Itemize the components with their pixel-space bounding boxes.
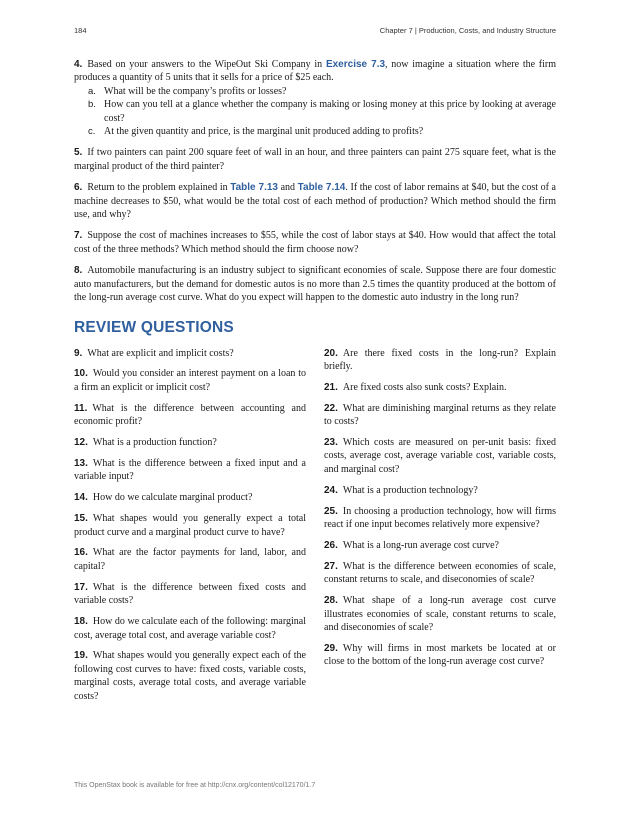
table-link[interactable]: Table 7.14 — [297, 182, 346, 194]
question-text: What is a production technology? — [342, 484, 478, 496]
question-number: 9. — [74, 347, 83, 359]
question-number: 11. — [74, 402, 88, 414]
review-question — [74, 436, 306, 449]
question-number: 29. — [324, 642, 338, 654]
problem-text: . If the cost of labor remains at $40, but the cost of a machine decreases to $50, what would be the total cost of each method of production? Which method should the firm use, and why? — [74, 182, 556, 221]
review-question — [324, 594, 556, 634]
question-number: 15. — [74, 513, 88, 525]
sub-question-letter: c. — [88, 126, 96, 138]
question-text: What is the difference between a fixed input and a variable input? — [74, 457, 306, 483]
problem-8 — [74, 264, 556, 304]
problem-text: If two painters can paint 200 square feet of wall in an hour, and three painters can paint 275 square feet, what is the marginal product of the third painter? — [74, 147, 556, 172]
review-question — [324, 484, 556, 497]
problem-5 — [74, 146, 556, 173]
problem-text: Return to the problem explained in — [87, 182, 231, 194]
question-number: 21. — [324, 381, 338, 393]
question-text: What are the factor payments for land, labor, and capital? — [74, 547, 306, 572]
sub-question-text: What will be the company’s profits or losses? — [104, 85, 287, 97]
sub-question-text: How can you tell at a glance whether the company is making or losing money at this price by looking at average cost? — [104, 99, 556, 124]
problem-number: 8. — [74, 265, 83, 277]
question-number: 27. — [324, 560, 338, 572]
problem-text: , now imagine a situation where the firm produces a quantity of 5 units that it sells for a price of $25 each. — [74, 59, 557, 84]
table-link[interactable]: Table 7.13 — [230, 182, 278, 194]
question-number: 14. — [74, 492, 88, 504]
question-text: In choosing a production technology, how will firms react if one input becomes relatively more expensive? — [324, 505, 556, 531]
footer-note: This OpenStax book is available for free at http://cnx.org/content/col12170/1.7 — [74, 782, 316, 789]
problem-number: 7. — [74, 230, 83, 242]
question-text: Why will firms in most markets be located at or close to the bottom of the long-run average cost curve? — [324, 642, 556, 668]
question-text: What is the difference between fixed costs and variable costs? — [74, 581, 306, 607]
question-number: 12. — [74, 437, 88, 449]
review-question — [324, 539, 556, 552]
review-question — [74, 615, 306, 642]
question-number: 23. — [324, 437, 338, 449]
question-number: 19. — [74, 650, 88, 662]
question-text: Which costs are measured on per-unit basis: fixed costs, average cost, average variable cost, variable costs, and marginal cost? — [324, 437, 556, 475]
review-question — [74, 347, 306, 360]
review-question — [324, 505, 556, 532]
problem-text: Based on your answers to the WipeOut Ski Company in — [87, 59, 326, 70]
sub-question-letter: a. — [88, 85, 96, 97]
question-text: What shapes would you generally expect each of the following cost curves to have: fixed costs, variable costs, marginal costs, average total costs, and average variable costs? — [74, 650, 306, 702]
review-question — [324, 402, 556, 429]
question-number: 24. — [324, 484, 338, 496]
right-column — [324, 347, 556, 711]
question-text: What shape of a long-run average cost curve illustrates economies of scale, constant returns to scale, and diseconomies of scale? — [324, 595, 556, 633]
review-question — [74, 402, 306, 429]
question-text: What shapes would you generally expect a total product curve and a marginal product curve to have? — [74, 513, 306, 538]
left-column — [74, 347, 306, 711]
problem-text: Suppose the cost of machines increases to $55, while the cost of labor stays at $40. How would that affect the total cost of the three methods? Which method should the firm choose now? — [74, 230, 556, 255]
sub-question — [74, 85, 556, 98]
problem-number: 5. — [74, 147, 83, 159]
question-number: 22. — [324, 402, 338, 414]
question-number: 26. — [324, 539, 338, 551]
page-content — [74, 58, 556, 711]
sub-question-letter: b. — [88, 99, 96, 111]
review-question — [74, 512, 306, 539]
review-question — [324, 381, 556, 394]
question-text: What is the difference between accounting and economic profit? — [74, 402, 306, 428]
review-question — [74, 367, 306, 394]
question-text: How do we calculate marginal product? — [92, 492, 253, 504]
review-question — [74, 546, 306, 573]
review-question — [74, 457, 306, 484]
sub-question-text: At the given quantity and price, is the marginal unit produced adding to profits? — [104, 126, 424, 138]
review-question — [324, 436, 556, 476]
question-number: 28. — [324, 595, 338, 607]
problem-text: and — [277, 182, 298, 194]
question-text: Would you consider an interest payment on a loan to a firm an explicit or implicit cost? — [74, 368, 306, 393]
question-number: 10. — [74, 368, 88, 380]
review-question — [74, 581, 306, 608]
question-number: 18. — [74, 616, 88, 628]
problem-text: Automobile manufacturing is an industry subject to significant economies of scale. Suppose there are four domestic auto manufacturers, but the demand for domestic autos is no more than 2.5 times the quantity produced at the bottom of the long-run average cost curve. What do you expect will happen to the domestic auto industry in the long run? — [74, 265, 556, 304]
problem-7 — [74, 229, 556, 256]
problem-4 — [74, 58, 556, 138]
question-text: What are explicit and implicit costs? — [87, 347, 234, 359]
question-text: How do we calculate each of the following: marginal cost, average total cost, and average variable cost? — [74, 616, 306, 641]
question-number: 13. — [74, 457, 88, 469]
sub-question-list — [74, 85, 556, 139]
question-number: 20. — [324, 347, 338, 359]
exercise-link[interactable]: Exercise 7.3 — [325, 59, 386, 70]
section-heading: REVIEW QUESTIONS — [74, 318, 234, 336]
question-number: 25. — [324, 505, 338, 517]
question-number: 17. — [74, 581, 88, 593]
question-text: What is a production function? — [92, 437, 217, 449]
question-text: Are there fixed costs in the long-run? Explain briefly. — [324, 347, 556, 372]
review-question — [324, 642, 556, 669]
question-text: Are fixed costs also sunk costs? Explain. — [342, 381, 507, 393]
problem-6 — [74, 181, 556, 221]
chapter-title: Chapter 7 | Production, Costs, and Industry Structure — [379, 26, 556, 35]
review-question — [324, 347, 556, 374]
question-text: What is a long-run average cost curve? — [342, 539, 499, 551]
page-number: 184 — [74, 26, 87, 35]
problem-number: 4. — [74, 59, 83, 70]
review-question — [74, 649, 306, 703]
review-questions — [74, 347, 556, 711]
question-text: What is the difference between economies of scale, constant returns to scale, and diseconomies of scale? — [324, 560, 556, 586]
review-question — [324, 560, 556, 587]
review-question — [74, 491, 306, 504]
sub-question — [74, 98, 556, 125]
problem-number: 6. — [74, 182, 83, 194]
question-text: What are diminishing marginal returns as they relate to costs? — [324, 402, 556, 428]
sub-question — [74, 125, 556, 138]
question-number: 16. — [74, 547, 88, 559]
